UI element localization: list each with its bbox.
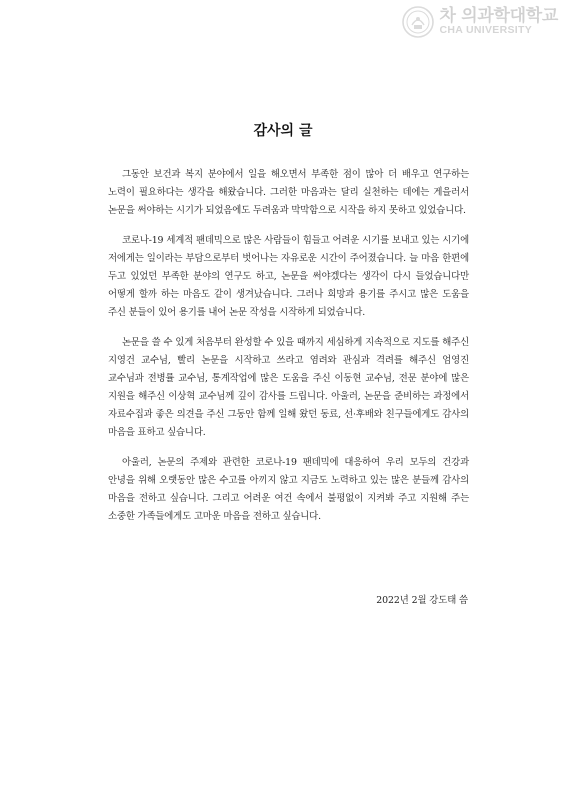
paragraph-3: 논문을 쓸 수 있게 처음부터 완성할 수 있을 때까지 세심하게 지속적으로 지도를 해주신 지영건 교수님, 빨리 논문을 시작하고 쓰라고 염려와 관심과 격려를 해주신 엄영진 교수님과 전병률 교수님, 통계작업에 많은 도움을 주신 이동현 교수님, 전문 분야에 많은 지원을 해주신 이상혁 교수님께 깊이 감사를 드립니다. 아울러, 논문을 준비하는 과정에서 자료수집과 좋은 의견을 주신 그동안 함께 일해 왔던 동료, 선·후배와 친구들에게도 감사의 마음을 표하고 싶습니다. [108,337,469,438]
paragraph-1: 그동안 보건과 복지 분야에서 일을 해오면서 부족한 점이 많아 더 배우고 연구하는 노력이 필요하다는 생각을 해왔습니다. 그러한 마음과는 달리 실천하는 데에는 게을러서 논문을 써야하는 시기가 되었음에도 두려움과 막막함으로 시작을 하지 못하고 있었습니다. [108,169,469,216]
watermark-english: CHA UNIVERSITY [439,24,533,37]
acknowledgement-body [108,166,469,538]
signature-line: 2022년 2월 강도태 씀 [376,595,468,606]
watermark-korean: 차 의과학대학교 [439,5,558,26]
university-seal-icon [402,6,434,38]
university-watermark [402,6,558,38]
paragraph-4: 아울러, 논문의 주제와 관련한 코로나-19 팬데믹에 대응하여 우리 모두의 건강과 안녕을 위해 오랫동안 많은 수고를 아끼지 않고 지금도 노력하고 있는 많은 분들께 감사의 마음을 전하고 싶습니다. 그리고 어려운 여건 속에서 불평없이 지켜봐 주고 지원해 주는 소중한 가족들에게도 고마운 마음을 전하고 싶습니다. [108,457,469,522]
paragraph-2: 코로나-19 세계적 팬데믹으로 많은 사람들이 힘들고 어려운 시기를 보내고 있는 시기에 저에게는 일이라는 부담으로부터 벗어나는 자유로운 시간이 주어졌습니다. 늘 마음 한편에 두고 있었던 부족한 분야의 연구도 하고, 논문을 써야겠다는 생각이 다시 들었습니다만 어떻게 할까 하는 마음도 같이 생겨났습니다. 그러나 희망과 용기를 주시고 많은 도움을 주신 분들이 있어 용기를 내어 논문 작성을 시작하게 되었습니다. [108,235,469,318]
page-title: 감사의 글 [253,123,313,139]
